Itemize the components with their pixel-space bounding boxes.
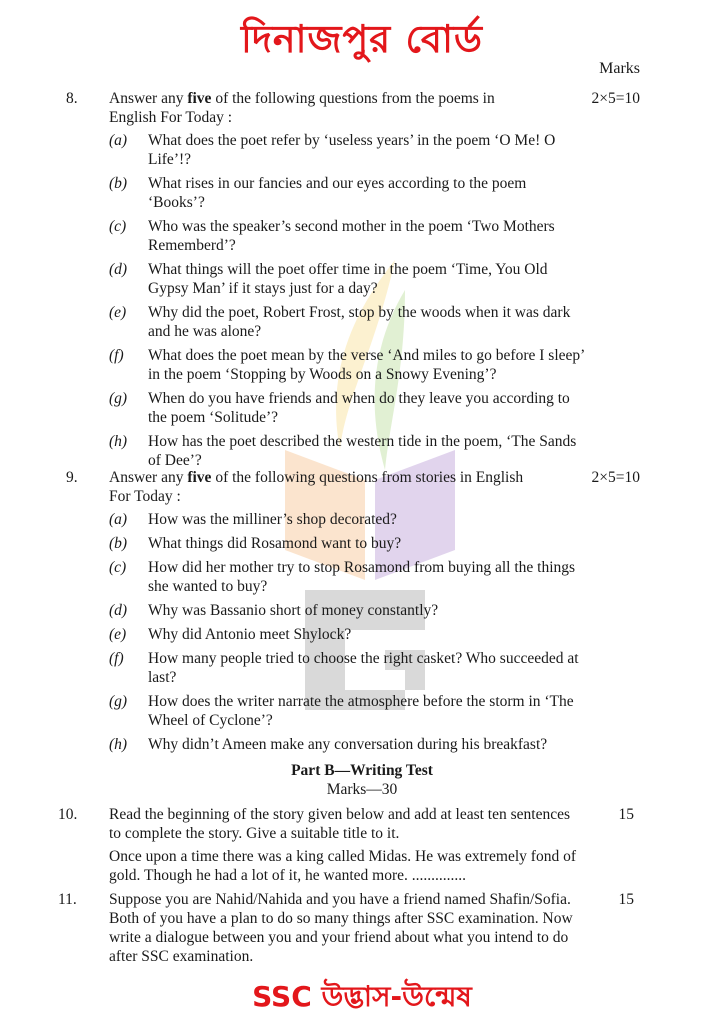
sub-question: (a) What does the poet refer by ‘useless years’ in the poem ‘O Me! O Life’!? (109, 132, 556, 168)
sub-question: (f) What does the poet mean by the verse ‘And miles to go before I sleep’ in the poem ‘Stopping by Woods on a Snowy Evening’? (109, 347, 585, 383)
footer-title: SSC উদ্ভাস-উন্মেষ (252, 980, 472, 1013)
question-11 (58, 890, 640, 966)
question-10 (58, 805, 640, 885)
question-marks: 2×5=10 (591, 469, 640, 486)
sub-question: (d) Why was Bassanio short of money constantly? (109, 602, 439, 619)
sub-question: (h) How has the poet described the western tide in the poem, ‘The Sands of Dee’? (109, 433, 577, 469)
part-b-marks: Marks—30 (326, 781, 398, 798)
marks-column-header: Marks (599, 60, 640, 77)
part-b-heading (0, 761, 724, 799)
sub-question: (a) How was the milliner’s shop decorated? (109, 511, 397, 528)
question-intro: Answer any five of the following questions from stories in English For Today : (109, 469, 524, 505)
question-marks: 15 (618, 891, 634, 908)
sub-question: (g) How does the writer narrate the atmosphere before the storm in ‘The Wheel of Cyclone’? (109, 693, 574, 729)
sub-question-list (109, 131, 585, 470)
question-marks: 2×5=10 (591, 90, 640, 107)
sub-question: (d) What things will the poet offer time in the poem ‘Time, You Old Gypsy Man’ if it stays just for a day? (109, 261, 548, 297)
sub-question: (e) Why did the poet, Robert Frost, stop by the woods when it was dark and he was alone? (109, 304, 571, 340)
sub-question: (h) Why didn’t Ameen make any conversation during his breakfast? (109, 736, 548, 753)
question-number: 9. (66, 469, 78, 486)
question-number: 8. (66, 90, 78, 107)
sub-question: (b) What rises in our fancies and our eyes according to the poem ‘Books’? (109, 175, 527, 211)
sub-question: (b) What things did Rosamond want to buy? (109, 535, 402, 552)
sub-question-list (109, 510, 585, 754)
question-text: Read the beginning of the story given below and add at least ten sentences to complete the story. Give a suitable title to it. (109, 806, 570, 842)
question-8 (66, 89, 640, 475)
sub-question: (c) Who was the speaker’s second mother in the poem ‘Two Mothers Rememberd’? (109, 218, 555, 254)
sub-question: (g) When do you have friends and when do they leave you according to the poem ‘Solitude’? (109, 390, 570, 426)
story-beginning: Once upon a time there was a king called Midas. He was extremely fond of gold. Though he had a lot of it, he wanted more. .............. (109, 848, 576, 884)
question-intro: Answer any five of the following questions from the poems in English For Today : (109, 90, 495, 126)
question-text: Suppose you are Nahid/Nahida and you have a friend named Shafin/Sofia. Both of you have a plan to do so many things after SSC examination. Now write a dialogue between you and your friend about what you intend to do after SSC examination. (109, 891, 573, 965)
question-marks: 15 (618, 806, 634, 823)
board-title: দিনাজপুর বোর্ড (240, 17, 483, 61)
sub-question: (e) Why did Antonio meet Shylock? (109, 626, 352, 643)
part-b-title: Part B—Writing Test (291, 762, 433, 779)
question-number: 11. (58, 891, 77, 908)
question-9 (66, 468, 640, 759)
question-number: 10. (58, 806, 78, 823)
sub-question: (f) How many people tried to choose the right casket? Who succeeded at last? (109, 650, 579, 686)
sub-question: (c) How did her mother try to stop Rosamond from buying all the things she wanted to buy? (109, 559, 576, 595)
